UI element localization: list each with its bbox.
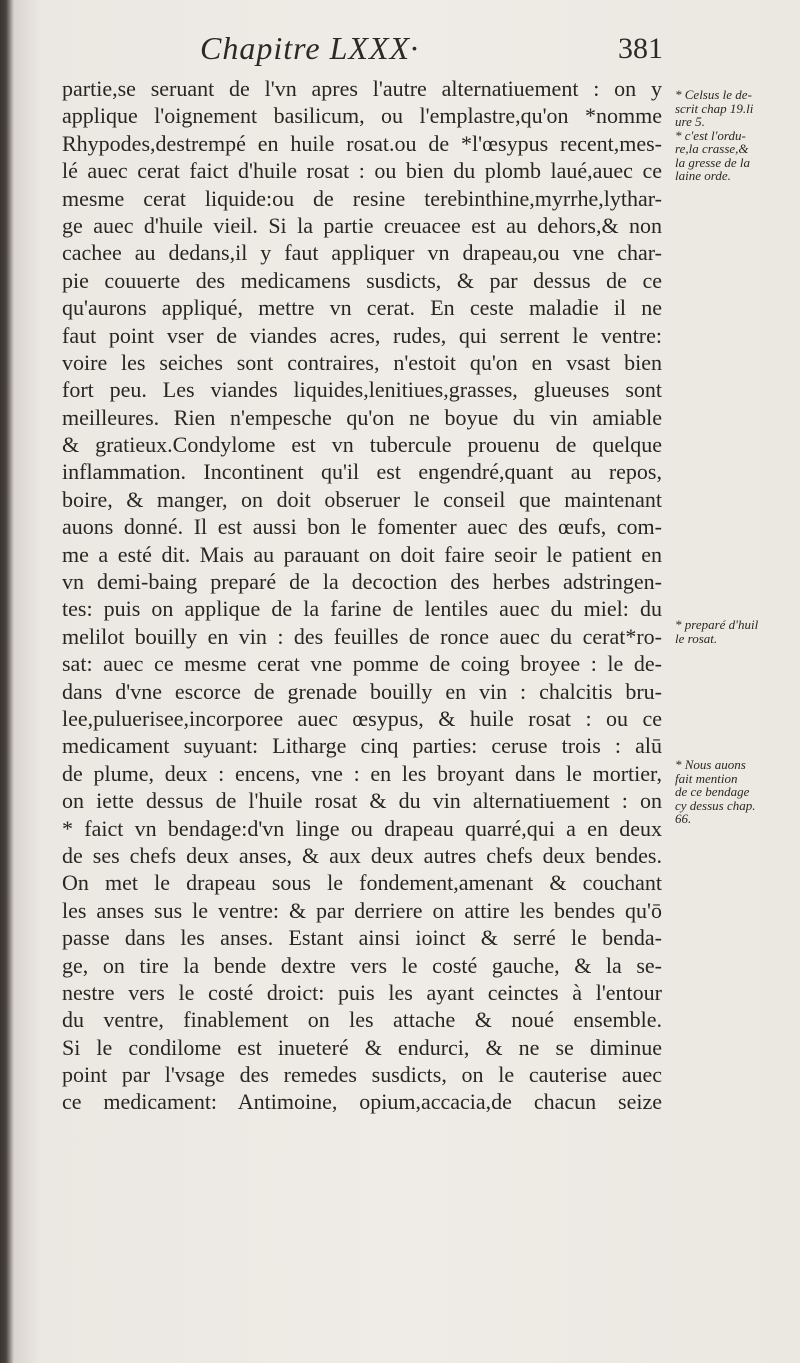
- body-text: [62, 75, 662, 1116]
- text-line: tes: puis on applique de la farine de lentiles auec du miel: du: [62, 596, 662, 622]
- text-line: vn demi-baing preparé de la decoction des herbes adstringen-: [62, 569, 662, 595]
- text-line: & gratieux.Condylome est vn tubercule prouenu de quelque: [62, 432, 662, 458]
- text-line: faut point vser de viandes acres, rudes, qui serrent le ventre:: [62, 322, 662, 348]
- text-line: sat: auec ce mesme cerat vne pomme de coing broyee : le de-: [62, 651, 662, 677]
- text-line: voire les seiches sont contraires, n'estoit qu'on en vsast bien: [62, 349, 662, 375]
- text-line: On met le drapeau sous le fondement,amenant & couchant: [62, 870, 662, 896]
- text-line: Rhypodes,destrempé en huile rosat.ou de *l'œsypus recent,mes-: [62, 130, 662, 156]
- text-line: mesme cerat liquide:ou de resine terebinthine,myrrhe,lythar-: [62, 185, 662, 211]
- text-line: qu'aurons appliqué, mettre vn cerat. En ceste maladie il ne: [62, 295, 662, 321]
- text-line: pie couuerte des medicamens susdicts, & par dessus de ce: [62, 267, 662, 293]
- text-line: auons donné. Il est aussi bon le fomenter auec des œufs, com-: [62, 514, 662, 540]
- text-line: de ses chefs deux anses, & aux deux autres chefs deux bendes.: [62, 842, 662, 868]
- text-line: boire, & manger, on doit obseruer le conseil que maintenant: [62, 486, 662, 512]
- text-line: lee,pulueriseе,incorporee auec œsypus, & huile rosat : ou ce: [62, 705, 662, 731]
- text-line: dans d'vne escorce de grenade bouilly en vin : chalcitis bru-: [62, 678, 662, 704]
- page-header: [0, 30, 800, 70]
- text-line: me a esté dit. Mais au parauant on doit faire seoir le patient en: [62, 541, 662, 567]
- text-line: * faict vn bendage:d'vn linge ou drapeau quarré,qui a en deux: [62, 815, 662, 841]
- text-line: fort peu. Les viandes liquides,lenitiues,grasses, glueuses sont: [62, 377, 662, 403]
- text-line: melilot bouilly en vin : des feuilles de ronce auec du cerat*ro-: [62, 623, 662, 649]
- text-line: on iette dessus de l'huile rosat & du vin alternatiuement : on: [62, 788, 662, 814]
- text-line: medicament suyuant: Litharge cinq parties: ceruse trois : alū: [62, 733, 662, 759]
- text-line: ge, on tire la bende dextre vers le costé gauche, & la se-: [62, 952, 662, 978]
- running-title: Chapitre LXXX·: [200, 30, 420, 66]
- text-line: passe dans les anses. Estant ainsi ioinct & serré le benda-: [62, 925, 662, 951]
- text-line: lé auec cerat faict d'huile rosat : ou bien du plomb laué,auec ce: [62, 158, 662, 184]
- text-line: les anses sus le ventre: & par derriere on attire les bendes qu'ō: [62, 897, 662, 923]
- text-line: ce medicament: Antimoine, opium,accacia,de chacun seize: [62, 1089, 662, 1115]
- text-line: nestre vers le costé droict: puis les ayant ceinctes à l'entour: [62, 979, 662, 1005]
- page-number: 381: [618, 32, 663, 65]
- text-line: de plume, deux : encens, vne : en les broyant dans le mortier,: [62, 760, 662, 786]
- text-line: point par l'vsage des remedes susdicts, on le cauterise auec: [62, 1062, 662, 1088]
- text-line: du ventre, finablement on les attache & noué ensemble.: [62, 1007, 662, 1033]
- text-line: applique l'oignement basilicum, ou l'emplastre,qu'on *nomme: [62, 103, 662, 129]
- text-line: cachee au dedans,il y faut appliquer vn drapeau,ou vne char-: [62, 240, 662, 266]
- text-line: meilleures. Rien n'empesche qu'on ne boyue du vin amiable: [62, 404, 662, 430]
- margin-note: * Nous auons fait mention de ce bendage cy dessus chap. 66.: [675, 757, 756, 826]
- margin-note: * Celsus le de- scrit chap 19.li ure 5. * c'est l'ordu- re,la crasse,& la gresse de la laine orde.: [675, 87, 754, 183]
- text-line: Si le condilome est inueteré & endurci, & ne se diminue: [62, 1034, 662, 1060]
- text-line: inflammation. Incontinent qu'il est engendré,quant au repos,: [62, 459, 662, 485]
- margin-note: * preparé d'huil le rosat.: [675, 617, 759, 646]
- text-line: ge auec d'huile vieil. Si la partie creuacee est au dehors,& non: [62, 212, 662, 238]
- text-line: partie,se seruant de l'vn apres l'autre alternatiuement : on y: [62, 76, 662, 101]
